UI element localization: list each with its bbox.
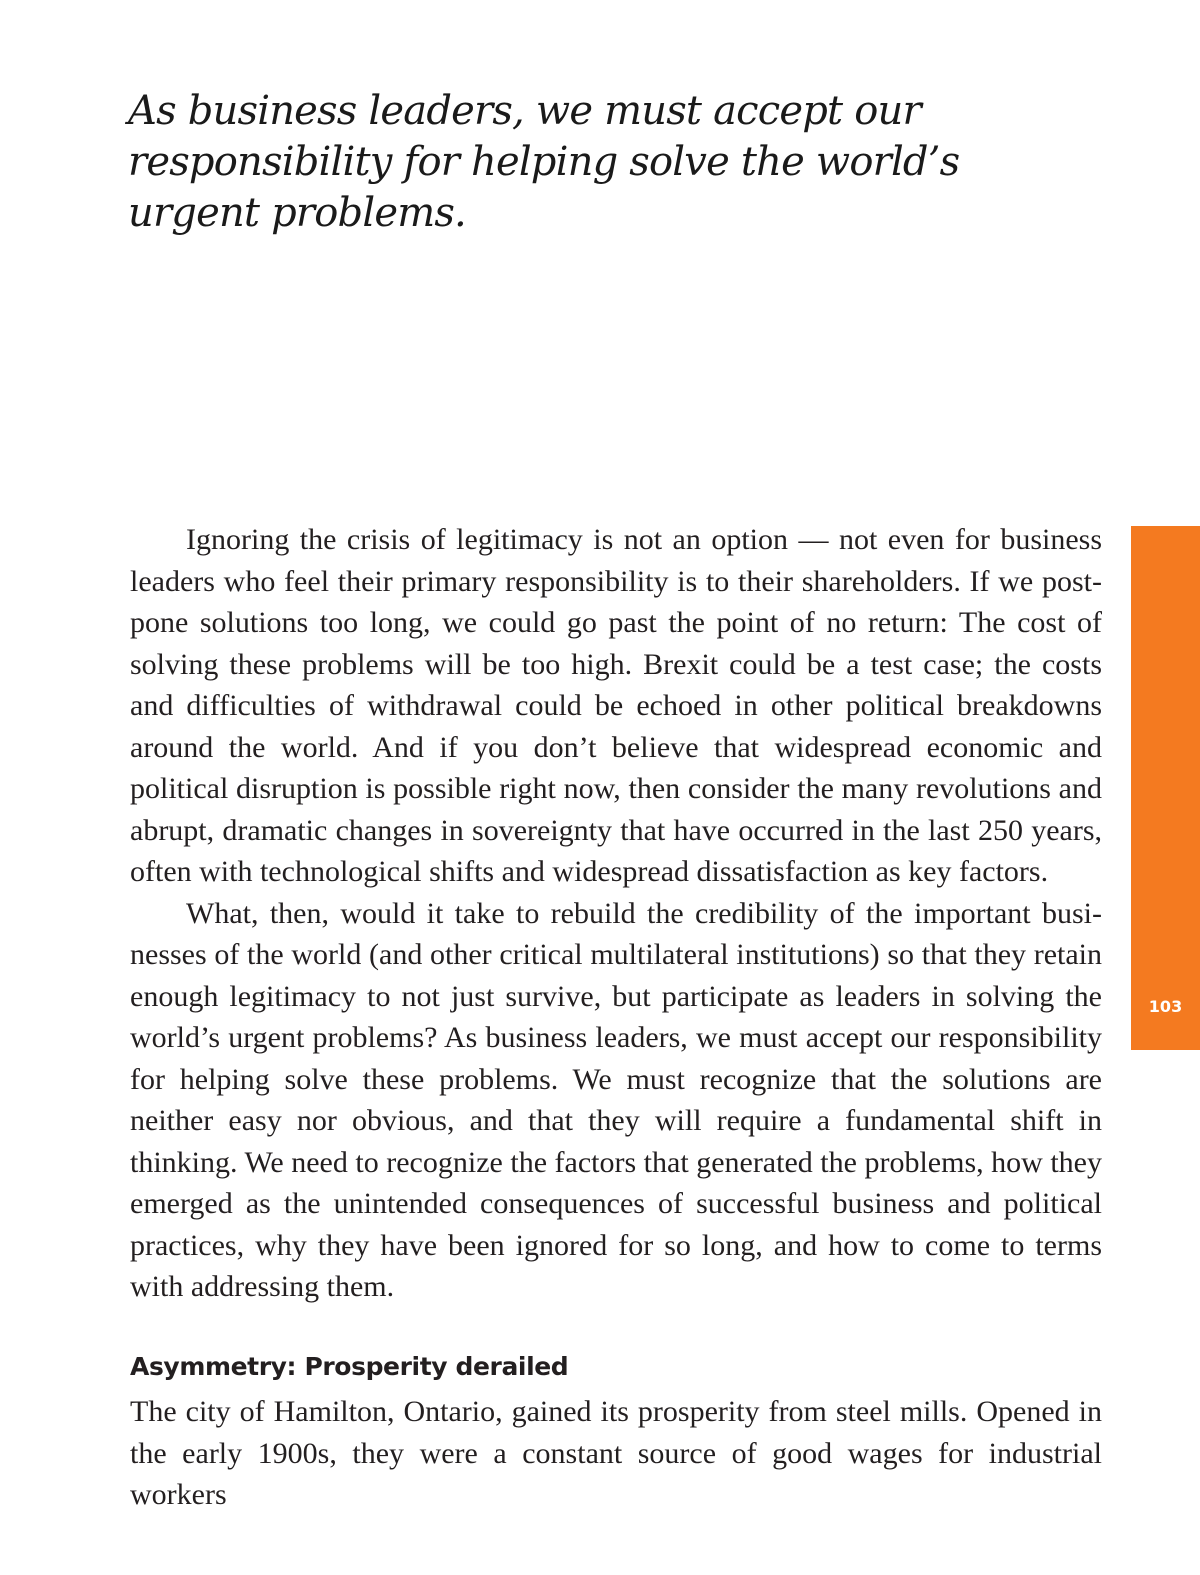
tab-separator: | — [1154, 1181, 1178, 1188]
section-heading: Asymmetry: Prosperity derailed — [130, 1352, 569, 1381]
feature-label: feature — [1154, 1106, 1178, 1179]
pull-quote-line: responsibility for helping solve the world’s — [128, 139, 960, 185]
pull-quote — [128, 86, 960, 239]
page-number: 103 — [1148, 997, 1183, 1016]
pull-quote-line: As business leaders, we must accept our — [128, 88, 921, 134]
section-body — [130, 1391, 1102, 1516]
article-body — [130, 519, 1102, 1308]
section-tab-label — [1151, 1106, 1181, 1346]
section-side-tab — [1131, 526, 1200, 1319]
article-paragraph: Ignoring the crisis of legitimacy is not an option — not even for business leaders who feel their primary responsibility is to their shareholders. If we postpone solutions too long, we could go past the point of no return: The cost of solving these problems will be too high. Brexit could be a test case; the costs and difficulties of withdrawal could be echoed in other political breakdowns around the world. And if you don’t believe that widespread economic and political disruption is possible right now, then consider the many revolutions and abrupt, dramatic changes in sovereignty that have occurred in the last 250 years, often with technological shifts and widespread dissatisfaction as key factors. — [130, 523, 1102, 888]
section-label: world view — [1154, 1190, 1178, 1319]
article-paragraph: What, then, would it take to rebuild the credibility of the important businesses of the world (and other critical multilateral institutions) so that they retain enough legitimacy to not just survive, but participate as leaders in solving the world’s urgent problems? As business leaders, we must accept our responsibility for helping solve these problems. We must recognize that the solutions are neither easy nor obvious, and that they will require a fundamental shift in thinking. We need to recognize the factors that generated the problems, how they emerged as the unintended consequences of successful business and political practices, why they have been ignored for so long, and how to come to terms with addressing them. — [130, 896, 1102, 1303]
section-paragraph: The city of Hamilton, Ontario, gained its prosperity from steel mills. Opened in the early 1900s, they were a constant source of good wages for industrial workers — [130, 1395, 1102, 1511]
pull-quote-line: urgent problems. — [128, 190, 466, 236]
